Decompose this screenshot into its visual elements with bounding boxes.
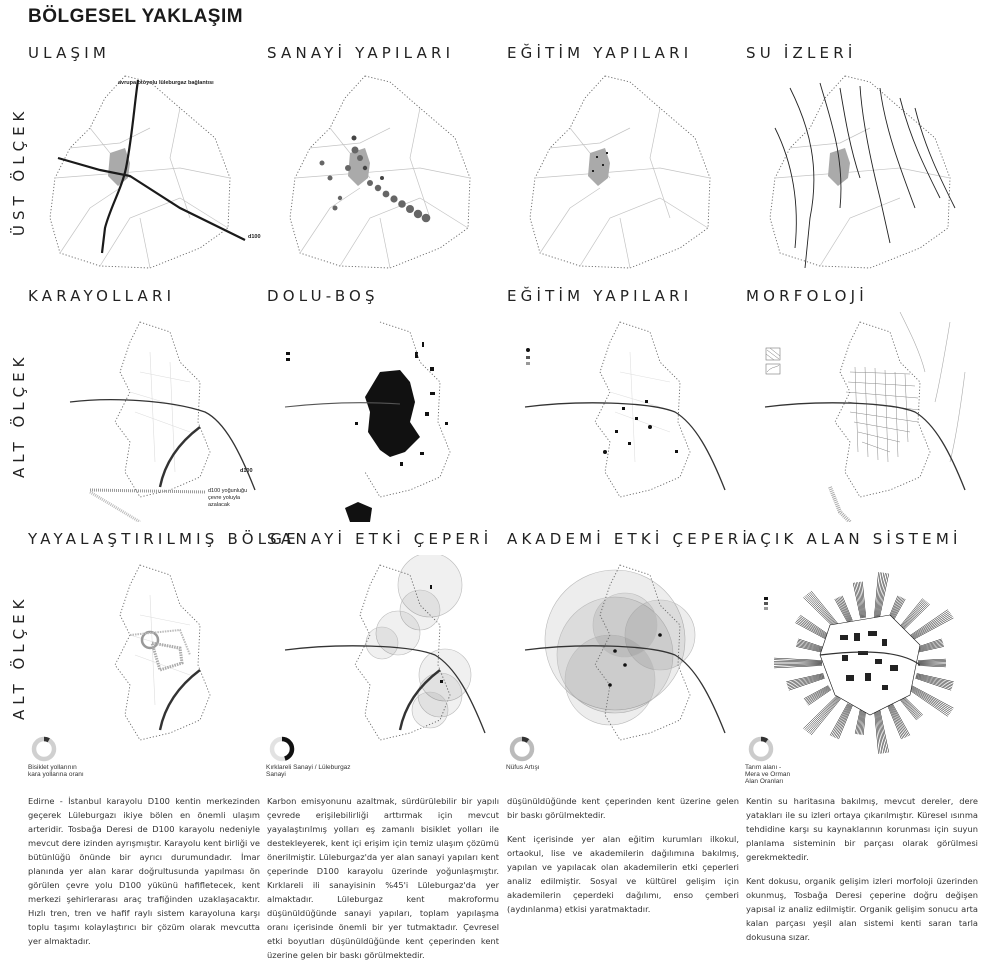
row-label-ust-olcek: ÜST ÖLÇEK — [10, 107, 28, 236]
text-col1-p1: Edirne - İstanbul karayolu D100 kentin merkezinden geçerek Lüleburgazı ikiye bölen en önemli ulaşım arteridir. Tosbağa Deresi de D100 karayolu nedeniyle mevcut dere izinden ayrışmıştır. Karayolu kent birliği ve bütünlüğü önünde bir ayrıcı durumundadır. İmar planında yer alan karar doğrultusunda yapılması ön görülen çevre yolu D100 yükünü hafifletecek, kent merkezi şehirlerarası araç trafiğinden uzaklaşacaktır. Hızlı tren, tren ve hafif raylı sistem karayoluna karşı toplu taşımı kolaylaştırıcı bir çözüm olarak mevcutta yer almaktadır. — [28, 794, 260, 948]
page-title: BÖLGESEL YAKLAŞIM — [28, 6, 243, 28]
map-egitim-yapilari — [510, 68, 742, 278]
map-acik-alan-sistemi — [750, 555, 982, 765]
ulasim-road-end-label: d100 — [248, 234, 261, 240]
row-label-alt-olcek-2: ALT ÖLÇEK — [10, 595, 28, 720]
karayollari-note: d100 yoğunluğu çevre yoluyla azalacak — [208, 488, 248, 509]
text-col4-p2: Kent dokusu, organik gelişim izleri morfoloji üzerinden okunmuş, Tosbağa Deresi çeperine doğru değişen yapısal iz analiz edilmiştir. Organik gelişim sonucu arta kalan parçası yeşil alan sistemi kenti saran tarla dokusuna sızar. — [746, 874, 978, 944]
panel-title-egitim-yapilari: EĞİTİM YAPILARI — [507, 44, 692, 62]
ulasim-road-top-label: avrupa otoyolu lüleburgaz bağlantısı — [118, 80, 214, 86]
panel-title-sanayi-etki-ceperi: SANAYİ ETKİ ÇEPERİ — [267, 530, 492, 548]
map-sanayi-yapilari — [270, 68, 502, 278]
map-morfoloji — [750, 312, 982, 522]
donut-label-bisiklet: Bisiklet yollarının kara yollarına oranı — [28, 764, 88, 778]
text-col3-p2: Kent içerisinde yer alan eğitim kurumları ilkokul, ortaokul, lise ve akademilerin dağılımına bakılmış, yapılan ve yapılacak olan akademilerin etki çeperleri analiz edilmiştir. Sosyal ve kültürel gelişim için akademilerin çeperdeki dağılımı, enso çemberi (aydınlanma) etkisi yaratmaktadır. — [507, 832, 739, 916]
map-ulasim — [30, 68, 262, 278]
donut-label-sanayi: Kırklareli Sanayi / Lüleburgaz Sanayi — [266, 764, 356, 778]
panel-title-su-izleri: SU İZLERİ — [746, 44, 856, 62]
donut-label-nufus: Nüfus Artışı — [506, 764, 566, 771]
panel-title-karayollari: KARAYOLLARI — [28, 287, 175, 305]
text-column-4 — [746, 794, 978, 954]
text-col4-p1: Kentin su haritasına bakılmış, mevcut dereler, dere yatakları ile su izleri ortaya çıkarılmıştır. Küresel ısınma tehdidine karşı su kaynaklarının korunması için suyun planlama sisteminin bir parçası olarak görülmesi gerekmektedir. — [746, 794, 978, 864]
panel-title-yayalastirilmis-bolge: YAYALAŞTIRILMIŞ BÖLGE — [28, 530, 300, 548]
text-column-1 — [28, 794, 260, 958]
map-sanayi-etki-ceperi — [270, 555, 502, 765]
donut-label-tarim: Tarım alanı - Mera ve Orman Alan Oranları — [745, 764, 797, 785]
karayollari-road-label: d100 — [240, 468, 253, 474]
panel-title-egitim-yapilari-alt: EĞİTİM YAPILARI — [507, 287, 692, 305]
map-akademi-etki-ceperi — [510, 555, 742, 765]
map-dolu-bos — [270, 312, 502, 522]
text-col3-p1: düşünüldüğünde kent çeperinden kent üzerine gelen bir baskı görülmektedir. — [507, 794, 739, 822]
panel-title-ulasim: ULAŞIM — [28, 44, 110, 62]
text-column-3 — [507, 794, 739, 926]
map-karayollari — [30, 312, 262, 522]
row-label-alt-olcek-1: ALT ÖLÇEK — [10, 353, 28, 478]
map-yayalastirilmis-bolge — [30, 555, 262, 765]
text-column-2 — [267, 794, 499, 972]
panel-title-akademi-etki-ceperi: AKADEMİ ETKİ ÇEPERİ — [507, 530, 751, 548]
map-egitim-yapilari-alt — [510, 312, 742, 522]
map-su-izleri — [750, 68, 982, 278]
panel-title-dolu-bos: DOLU-BOŞ — [267, 287, 379, 305]
text-col2-p1: Karbon emisyonunu azaltmak, sürdürülebilir bir yapılı çevrede erişilebilirliği arttırmak için mevcut yayalaştırılmış yolları eş zamanlı bisiklet yolları ile destekleyerek, kent içi erişim için temiz ulaşım çözümü önerilmiştir. Lüleburgaz'da yer alan sanayi yapıları kent çeperinde D100 karayolu üzerinde yoğunlaşmıştır. Kırklareli ili sanayisinin %45'i Lüleburgaz'da yer almaktadır. Lüleburgaz kent makroformu düşünüldüğünde sanayi yapıları, toplam yapılaşma oranı içerisinde önemli bir yer tutmaktadır. Çevresel etki boyutları düşünüldüğünde kent çeperinden kent üzerine gelen bir baskı görülmektedir. — [267, 794, 499, 962]
panel-title-sanayi-yapilari: SANAYİ YAPILARI — [267, 44, 454, 62]
panel-title-morfoloji: MORFOLOJİ — [746, 287, 868, 305]
panel-title-acik-alan-sistemi: AÇIK ALAN SİSTEMİ — [746, 530, 962, 548]
